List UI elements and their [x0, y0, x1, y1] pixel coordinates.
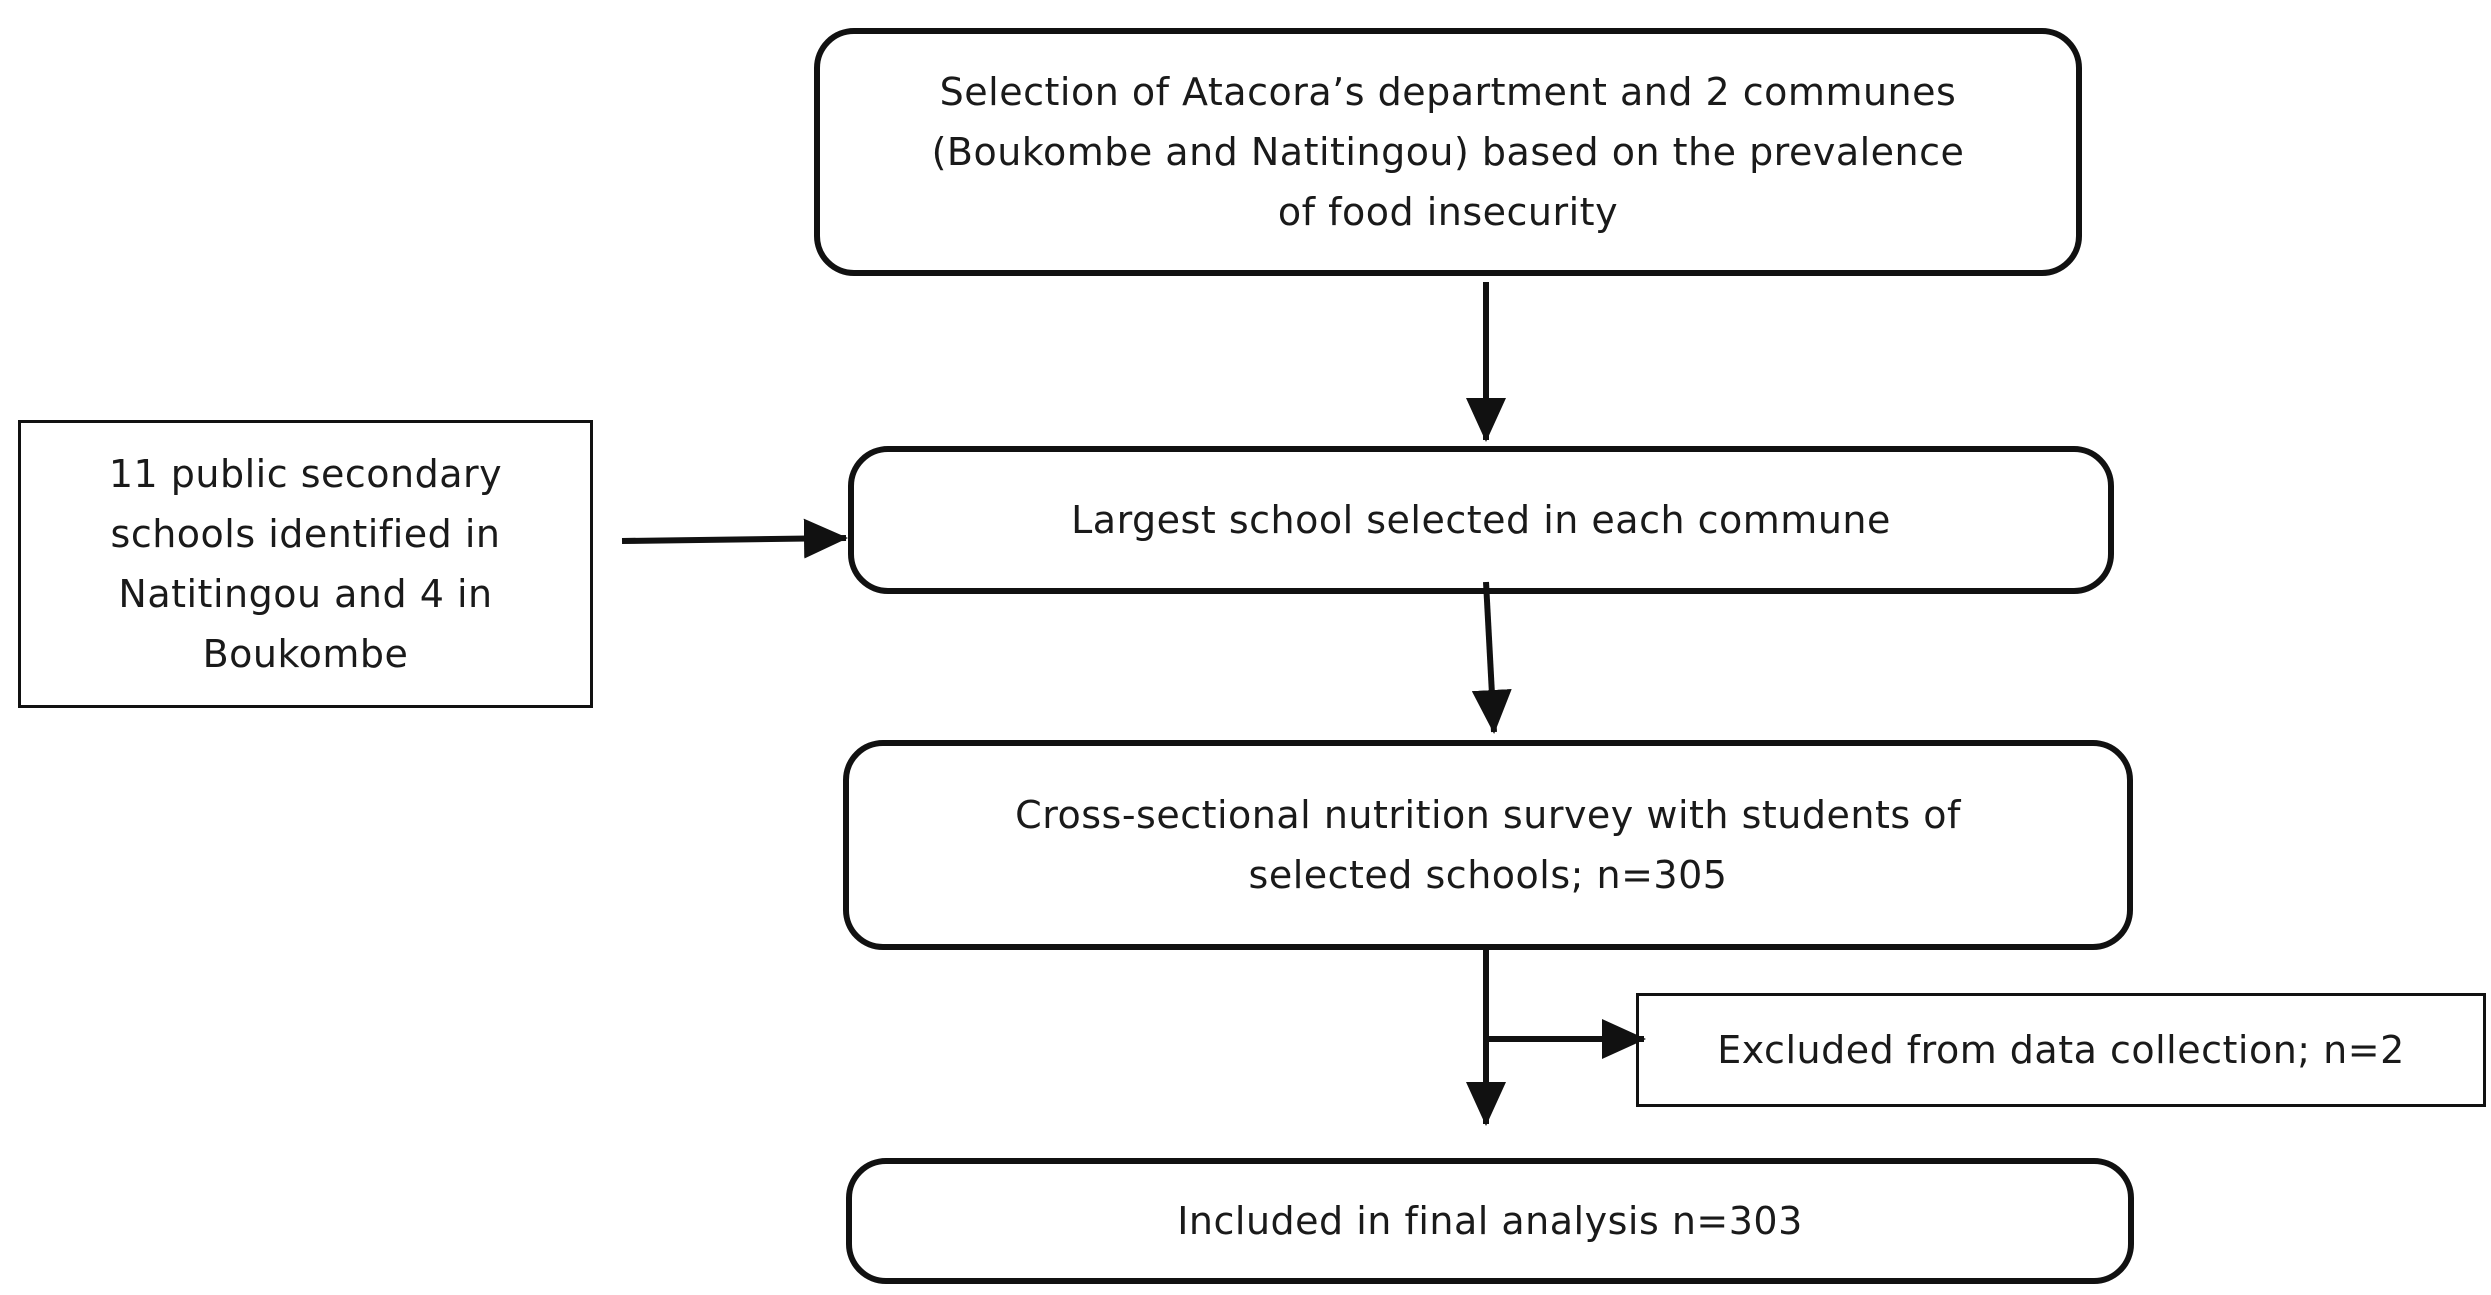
node-survey-line: selected schools; n=305	[1248, 853, 1728, 897]
arrow-largest-school-to-survey	[1486, 582, 1494, 732]
node-largest-school-line: Largest school selected in each commune	[1071, 498, 1891, 542]
node-included-line: Included in final analysis n=303	[1177, 1199, 1803, 1243]
node-selection-line: (Boukombe and Natitingou) based on the prevalence	[931, 130, 1965, 174]
node-schools-identified-line: Natitingou and 4 in	[118, 572, 493, 616]
arrow-schools-to-largest-school	[622, 538, 846, 541]
node-schools-identified-line: schools identified in	[110, 512, 501, 556]
node-survey-line: Cross-sectional nutrition survey with students of	[1015, 793, 1961, 837]
node-excluded-line: Excluded from data collection; n=2	[1717, 1028, 2405, 1072]
node-schools-identified-line: Boukombe	[202, 632, 409, 676]
node-selection-line: of food insecurity	[1277, 190, 1619, 234]
node-selection-line: Selection of Atacora’s department and 2 communes	[939, 70, 1957, 114]
node-schools-identified-line: 11 public secondary	[108, 452, 503, 496]
